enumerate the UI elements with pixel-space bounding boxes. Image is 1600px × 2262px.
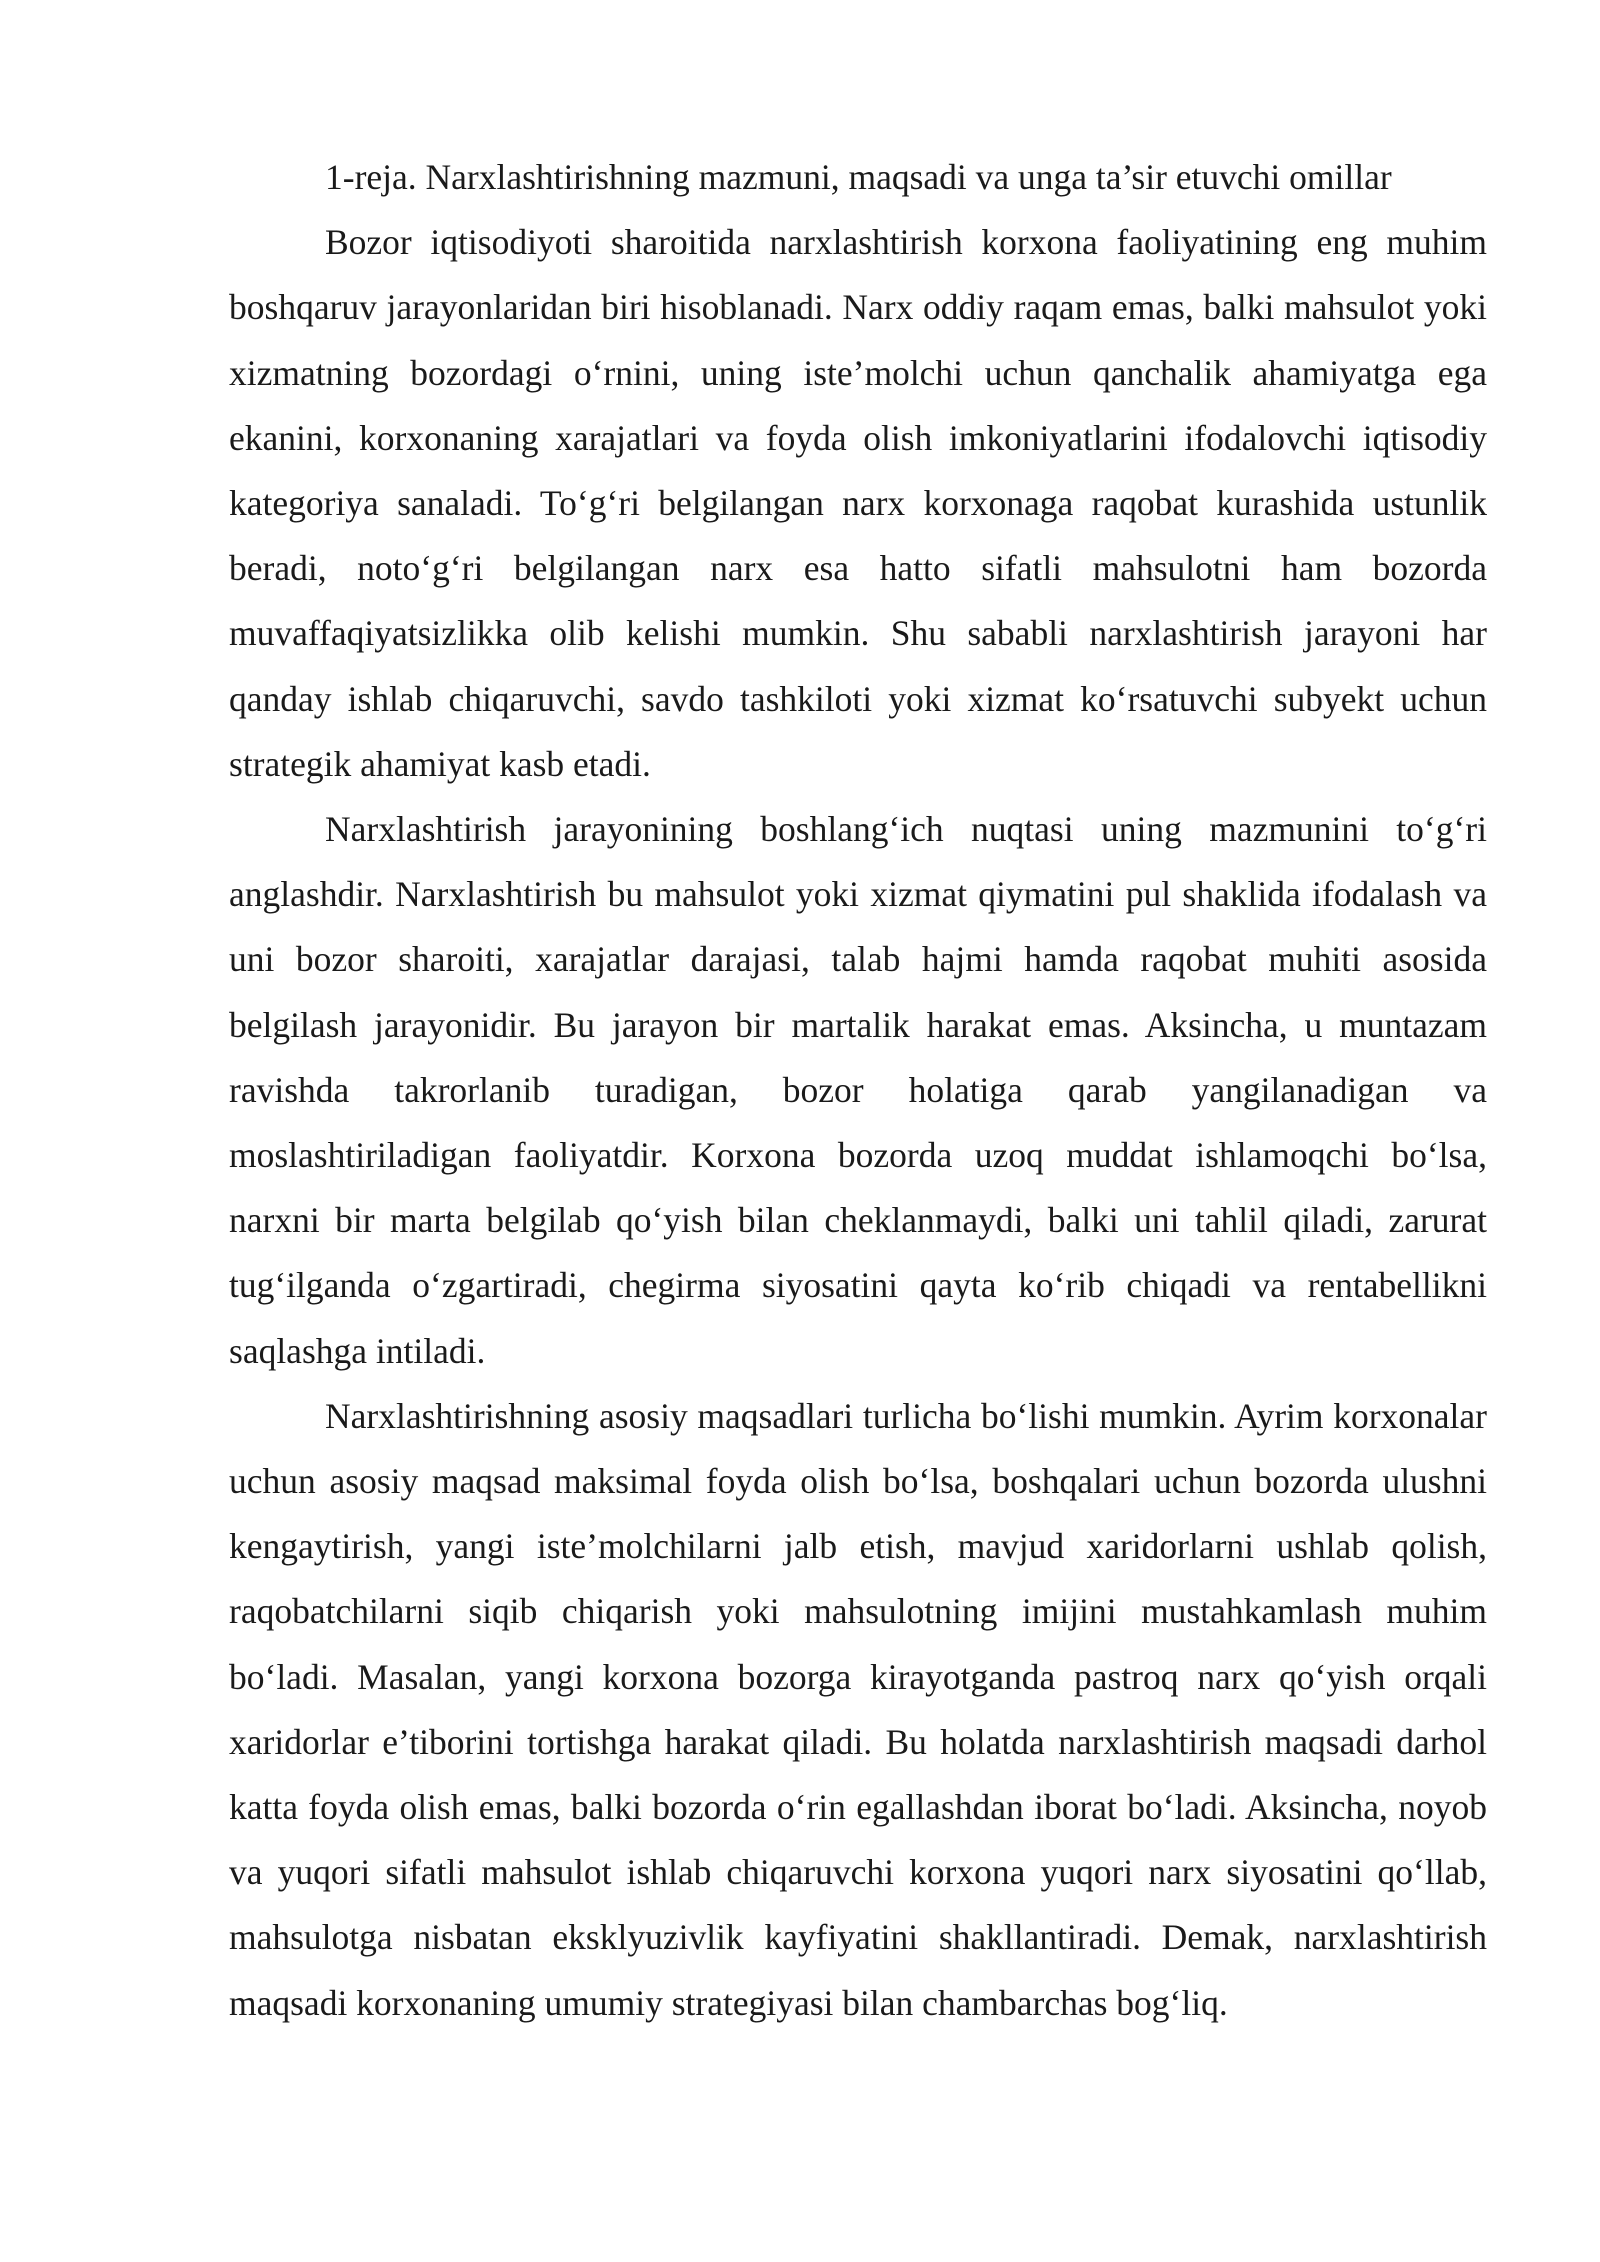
paragraph-2: Narxlashtirish jarayonining boshlang‘ich nuqtasi uning mazmunini to‘g‘ri anglashdir. Narxlashtirish bu mahsulot yoki xizmat qiymatini pul shaklida ifodalash va uni bozor sharoiti, xarajatlar darajasi, talab hajmi hamda raqobat muhiti asosida belgilash jarayonidir. Bu jarayon bir martalik harakat emas. Aksincha, u muntazam ravishda takrorlanib turadigan, bozor holatiga qarab yangilanadigan va moslashtiriladigan faoliyatdir. Korxona bozorda uzoq muddat ishlamoqchi bo‘lsa, narxni bir marta belgilab qo‘yish bilan cheklanmaydi, balki uni tahlil qiladi, zarurat tug‘ilganda o‘zgartiradi, chegirma siyosatini qayta ko‘rib chiqadi va rentabellikni saqlashga intiladi. [229, 809, 1487, 1371]
paragraph-3: Narxlashtirishning asosiy maqsadlari turlicha bo‘lishi mumkin. Ayrim korxonalar uchun asosiy maqsad maksimal foyda olish bo‘lsa, boshqalari uchun bozorda ulushni kengaytirish, yangi iste’molchilarni jalb etish, mavjud xaridorlarni ushlab qolish, raqobatchilarni siqib chiqarish yoki mahsulotning imijini mustahkamlash muhim bo‘ladi. Masalan, yangi korxona bozorga kirayotganda pastroq narx qo‘yish orqali xaridorlar e’tiborini tortishga harakat qiladi. Bu holatda narxlashtirish maqsadi darhol katta foyda olish emas, balki bozorda o‘rin egallashdan iborat bo‘ladi. Aksincha, noyob va yuqori sifatli mahsulot ishlab chiqaruvchi korxona yuqori narx siyosatini qo‘llab, mahsulotga nisbatan eksklyuzivlik kayfiyatini shakllantiradi. Demak, narxlashtirish maqsadi korxonaning umumiy strategiyasi bilan chambarchas bog‘liq. [229, 1395, 1487, 2023]
section-heading: 1-reja. Narxlashtirishning mazmuni, maqsadi va unga ta’sir etuvchi omillar [325, 157, 1392, 197]
paragraph-1: Bozor iqtisodiyoti sharoitida narxlashtirish korxona faoliyatining eng muhim boshqaruv jarayonlaridan biri hisoblanadi. Narx oddiy raqam emas, balki mahsulot yoki xizmatning bozordagi o‘rnini, uning iste’molchi uchun qanchalik ahamiyatga ega ekanini, korxonaning xarajatlari va foyda olish imkoniyatlarini ifodalovchi iqtisodiy kategoriya sanaladi. To‘g‘ri belgilangan narx korxonaga raqobat kurashida ustunlik beradi, noto‘g‘ri belgilangan narx esa hatto sifatli mahsulotni ham bozorda muvaffaqiyatsizlikka olib kelishi mumkin. Shu sababli narxlashtirish jarayoni har qanday ishlab chiqaruvchi, savdo tashkiloti yoki xizmat ko‘rsatuvchi subyekt uchun strategik ahamiyat kasb etadi. [229, 222, 1487, 784]
document-body [229, 145, 1487, 2036]
